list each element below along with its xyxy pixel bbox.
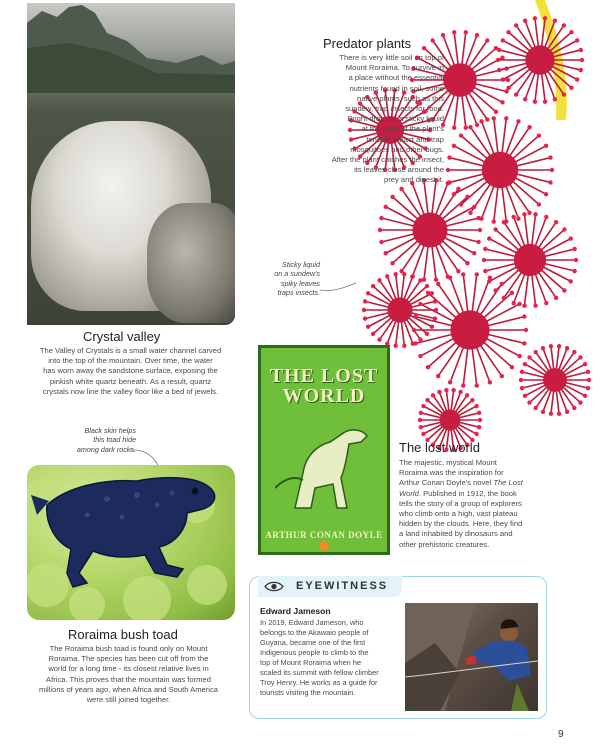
text-line: mosquitoes and other bugs.	[350, 144, 444, 154]
text-line: prey and digest it.	[384, 175, 444, 185]
text-line: The majestic, mystical Mount	[399, 458, 497, 467]
edward-jameson-photo	[405, 603, 538, 711]
eyewitness-label: EYEWITNESS	[296, 580, 389, 592]
text-line: After the plant catches the insect,	[331, 155, 444, 165]
text-line: tourists visiting the mountain.	[260, 688, 356, 697]
text-line: tendrils attract and trap	[366, 134, 444, 144]
lost-world-book-cover	[258, 345, 390, 555]
text-line: There is very little soil on top of	[339, 53, 444, 62]
text-line: scaled its summit with fellow climber	[260, 668, 379, 677]
text-line: Indigenous people to climb to the	[260, 648, 369, 657]
roraima-bush-toad-photo	[27, 465, 235, 620]
publisher-logo	[319, 541, 329, 551]
dinosaur-illustration	[275, 418, 379, 518]
text-line: into the top of the mountain. Over time, the water	[48, 356, 213, 366]
text-line: world for a long time - its closest relative lives in	[48, 664, 209, 674]
text-line: Guyana, became one of the first	[260, 638, 366, 647]
toad-caption	[52, 426, 136, 454]
text-line: In 2019, Edward Jameson, who	[260, 618, 364, 627]
text-line	[399, 478, 569, 488]
bush-toad-text	[12, 644, 245, 705]
text-line: were still joined together.	[86, 695, 171, 705]
crystal-valley-heading: Crystal valley	[83, 329, 161, 344]
text-line: Roraima was the inspiration for	[399, 468, 504, 478]
eyewitness-name: Edward Jameson	[260, 606, 331, 616]
lost-world-text	[399, 458, 569, 550]
text-line: who climb onto a high, vast plateau	[399, 509, 518, 519]
text-line: Troy Henry. He works as a guide for	[260, 678, 378, 687]
crystal-valley-text	[18, 346, 243, 397]
caption-line: among dark rocks.	[76, 444, 136, 454]
caption-line: this toad hide	[93, 435, 136, 445]
text-line: other prehistoric creatures.	[399, 539, 490, 549]
text-line: native plants, such as this	[357, 93, 444, 103]
text-line: at the ends of the plant's	[361, 124, 444, 134]
text-line	[399, 489, 569, 499]
crystal-valley-photo	[27, 3, 235, 325]
caption-pointer-line	[318, 280, 358, 294]
sundew-caption	[258, 260, 320, 298]
text-span: . Published in 1912, the book	[418, 488, 517, 498]
text-line: The Valley of Crystals is a small water channel carved	[39, 346, 222, 355]
caption-line: spiky leaves	[280, 278, 320, 288]
page-number: 9	[558, 729, 564, 740]
predator-plants-heading: Predator plants	[323, 36, 412, 51]
text-line: hidden by the clouds. Here, they find	[399, 519, 523, 529]
text-line: its leaves close around the	[354, 165, 444, 175]
text-line: crystals now line the valley floor like a bed of jewels.	[42, 386, 219, 396]
text-line: millions of years ago, when Africa and South America	[39, 684, 218, 694]
dark-rock	[147, 203, 235, 323]
text-line: top of Mount Roraima when he	[260, 658, 362, 667]
bush-toad-heading: Roraima bush toad	[68, 627, 178, 642]
predator-plants-text	[246, 53, 444, 186]
text-line: belongs to the Akawaio people of	[260, 628, 369, 637]
text-line: sundew, trap insects for food.	[345, 104, 444, 114]
caption-line: traps insects.	[277, 288, 320, 298]
text-line: tells the story of a group of explorers	[399, 498, 522, 508]
eyewitness-text	[260, 618, 410, 698]
text-span: Arthur Conan Doyle's novel	[399, 478, 494, 488]
caption-line: Sticky liquid	[282, 260, 320, 269]
book-title-italic: World	[399, 488, 419, 498]
eyewitness-tab	[258, 576, 402, 597]
eye-icon	[264, 581, 284, 592]
lost-world-heading: The lost world	[399, 440, 480, 455]
text-line: a land inhabited by dinosaurs and	[399, 529, 513, 539]
book-title-italic: The Lost	[493, 478, 523, 488]
book-title: THE LOST WORLD	[269, 365, 379, 407]
text-line: Mount Roraima. To survive in	[345, 63, 444, 73]
text-line: a place without the essential	[348, 73, 444, 83]
text-line: pinkish white quartz beneath. As a result, quartz	[49, 376, 212, 386]
text-line: Bright drops of a sticky liquid	[347, 114, 444, 124]
text-line: nutrients found in soil, some	[349, 83, 444, 93]
text-line: The Roraima bush toad is found only on Mount	[49, 644, 208, 653]
caption-line: on a sundew's	[274, 269, 320, 279]
text-line: Roraima. The species has been cut off from the	[48, 654, 209, 664]
book-author: ARTHUR CONAN DOYLE	[265, 530, 383, 540]
text-line: Africa. This proves that the mountain was formed	[46, 674, 211, 684]
caption-line: Black skin helps	[84, 426, 136, 435]
text-line: has worn away the sandstone surface, exposing the	[43, 366, 218, 376]
toad-caption-pointer	[128, 447, 162, 467]
